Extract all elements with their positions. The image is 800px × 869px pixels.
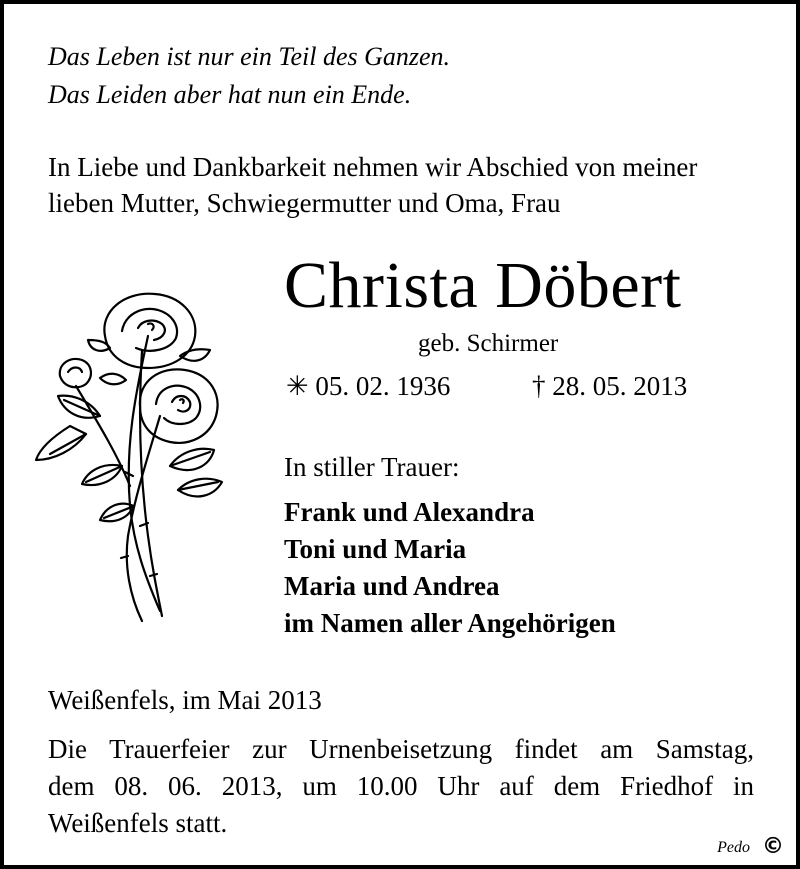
- maiden-name: geb. Schirmer: [418, 330, 559, 357]
- mourner-name: Toni und Maria: [284, 534, 467, 564]
- mourner-name: Frank und Alexandra: [284, 497, 535, 527]
- place-and-date: Weißenfels, im Mai 2013: [48, 685, 322, 715]
- intro-line-2: lieben Mutter, Schwiegermutter und Oma, Frau: [48, 188, 561, 218]
- mourner-name: im Namen aller Angehörigen: [284, 608, 616, 638]
- signature: Pedo: [717, 839, 750, 856]
- rose-illustration-icon: [30, 276, 240, 626]
- mourners-heading: In stiller Trauer:: [284, 452, 460, 482]
- birth-date: ✳ 05. 02. 1936: [286, 371, 451, 401]
- motto-line-1: Das Leben ist nur ein Teil des Ganzen.: [48, 42, 451, 71]
- service-line-3: Weißenfels statt.: [48, 808, 228, 838]
- copyright-icon: ©: [762, 834, 784, 859]
- death-date: † 28. 05. 2013: [532, 371, 688, 401]
- service-line-2: dem 08. 06. 2013, um 10.00 Uhr auf dem Friedhof in: [48, 771, 754, 801]
- intro-line-1: In Liebe und Dankbarkeit nehmen wir Abschied von meiner: [48, 152, 698, 182]
- mourner-name: Maria und Andrea: [284, 571, 500, 601]
- service-line-1: Die Trauerfeier zur Urnenbeisetzung findet am Samstag,: [48, 734, 754, 764]
- motto-line-2: Das Leiden aber hat nun ein Ende.: [48, 80, 412, 109]
- deceased-name: Christa Döbert: [284, 249, 682, 322]
